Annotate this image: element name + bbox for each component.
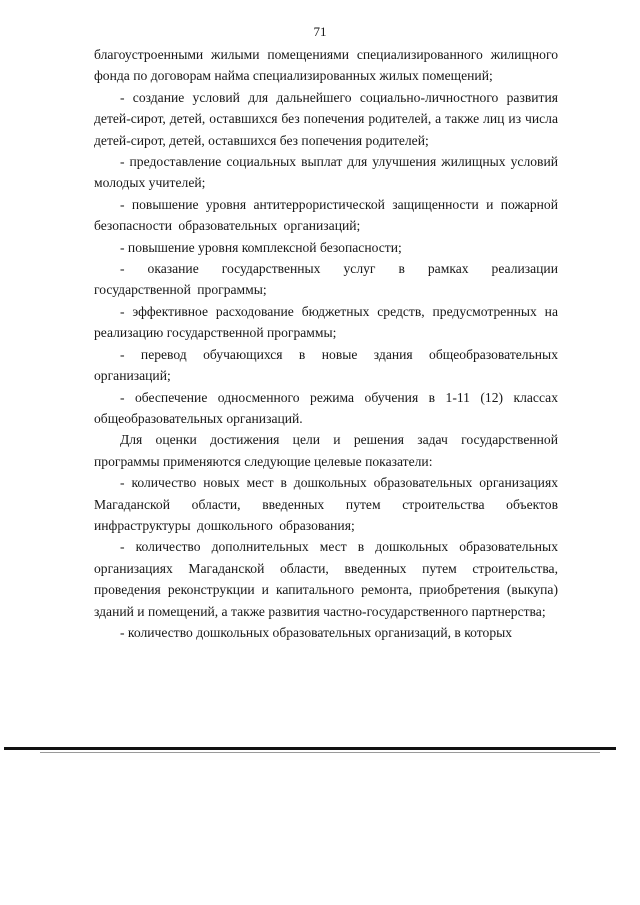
list-item-antiterror-fire-safety: - повышение уровня антитеррористической защищенности и пожарной безопасности образовательных организаций;	[94, 196, 558, 234]
footer-rule	[4, 747, 616, 750]
list-item-new-preschool-places: - количество новых мест в дошкольных образовательных организациях Магаданской области, введенных путем строительства объектов инфраструктуры дошкольного образования;	[94, 475, 558, 533]
page-number: 71	[313, 24, 327, 39]
paragraph-housing-continuation: благоустроенными жилыми помещениями специализированного жилищного фонда по договорам найма специализированных жилых помещений;	[94, 47, 558, 84]
list-item-single-shift: - обеспечение односменного режима обучения в 1-11 (12) классах общеобразовательных организаций.	[94, 389, 558, 426]
list-item-teacher-housing-payments: - предоставление социальных выплат для улучшения жилищных условий молодых учителей;	[94, 154, 558, 191]
document-body	[94, 44, 558, 643]
list-item-additional-preschool-places: - количество дополнительных мест в дошкольных образовательных организациях Магаданской области, введенных путем строительства, проведения реконструкции и капитального ремонта, приобретения (выкупа) зданий и помещений, а также развития частно-государственного партнерства;	[94, 539, 558, 619]
footer-rule-thin	[40, 752, 600, 753]
list-item-complex-safety: - повышение уровня комплексной безопасности;	[120, 239, 402, 255]
list-item-preschool-organizations: - количество дошкольных образовательных организаций, в которых	[120, 624, 513, 640]
list-item-orphan-development: - создание условий для дальнейшего социально-личностного развития детей-сирот, детей, оставшихся без попечения родителей, а также лиц из числа детей-сирот, детей, оставшихся без попечения родителей;	[94, 89, 558, 148]
list-item-new-school-buildings: - перевод обучающихся в новые здания общеобразовательных организаций;	[94, 346, 558, 384]
paragraph-target-indicators-intro: Для оценки достижения цели и решения задач государственной программы применяются следующие целевые показатели:	[94, 432, 558, 469]
list-item-budget-efficiency: - эффективное расходование бюджетных средств, предусмотренных на реализацию государственной программы;	[94, 303, 558, 341]
list-item-state-services: - оказание государственных услуг в рамках реализации государственной программы;	[94, 261, 558, 298]
